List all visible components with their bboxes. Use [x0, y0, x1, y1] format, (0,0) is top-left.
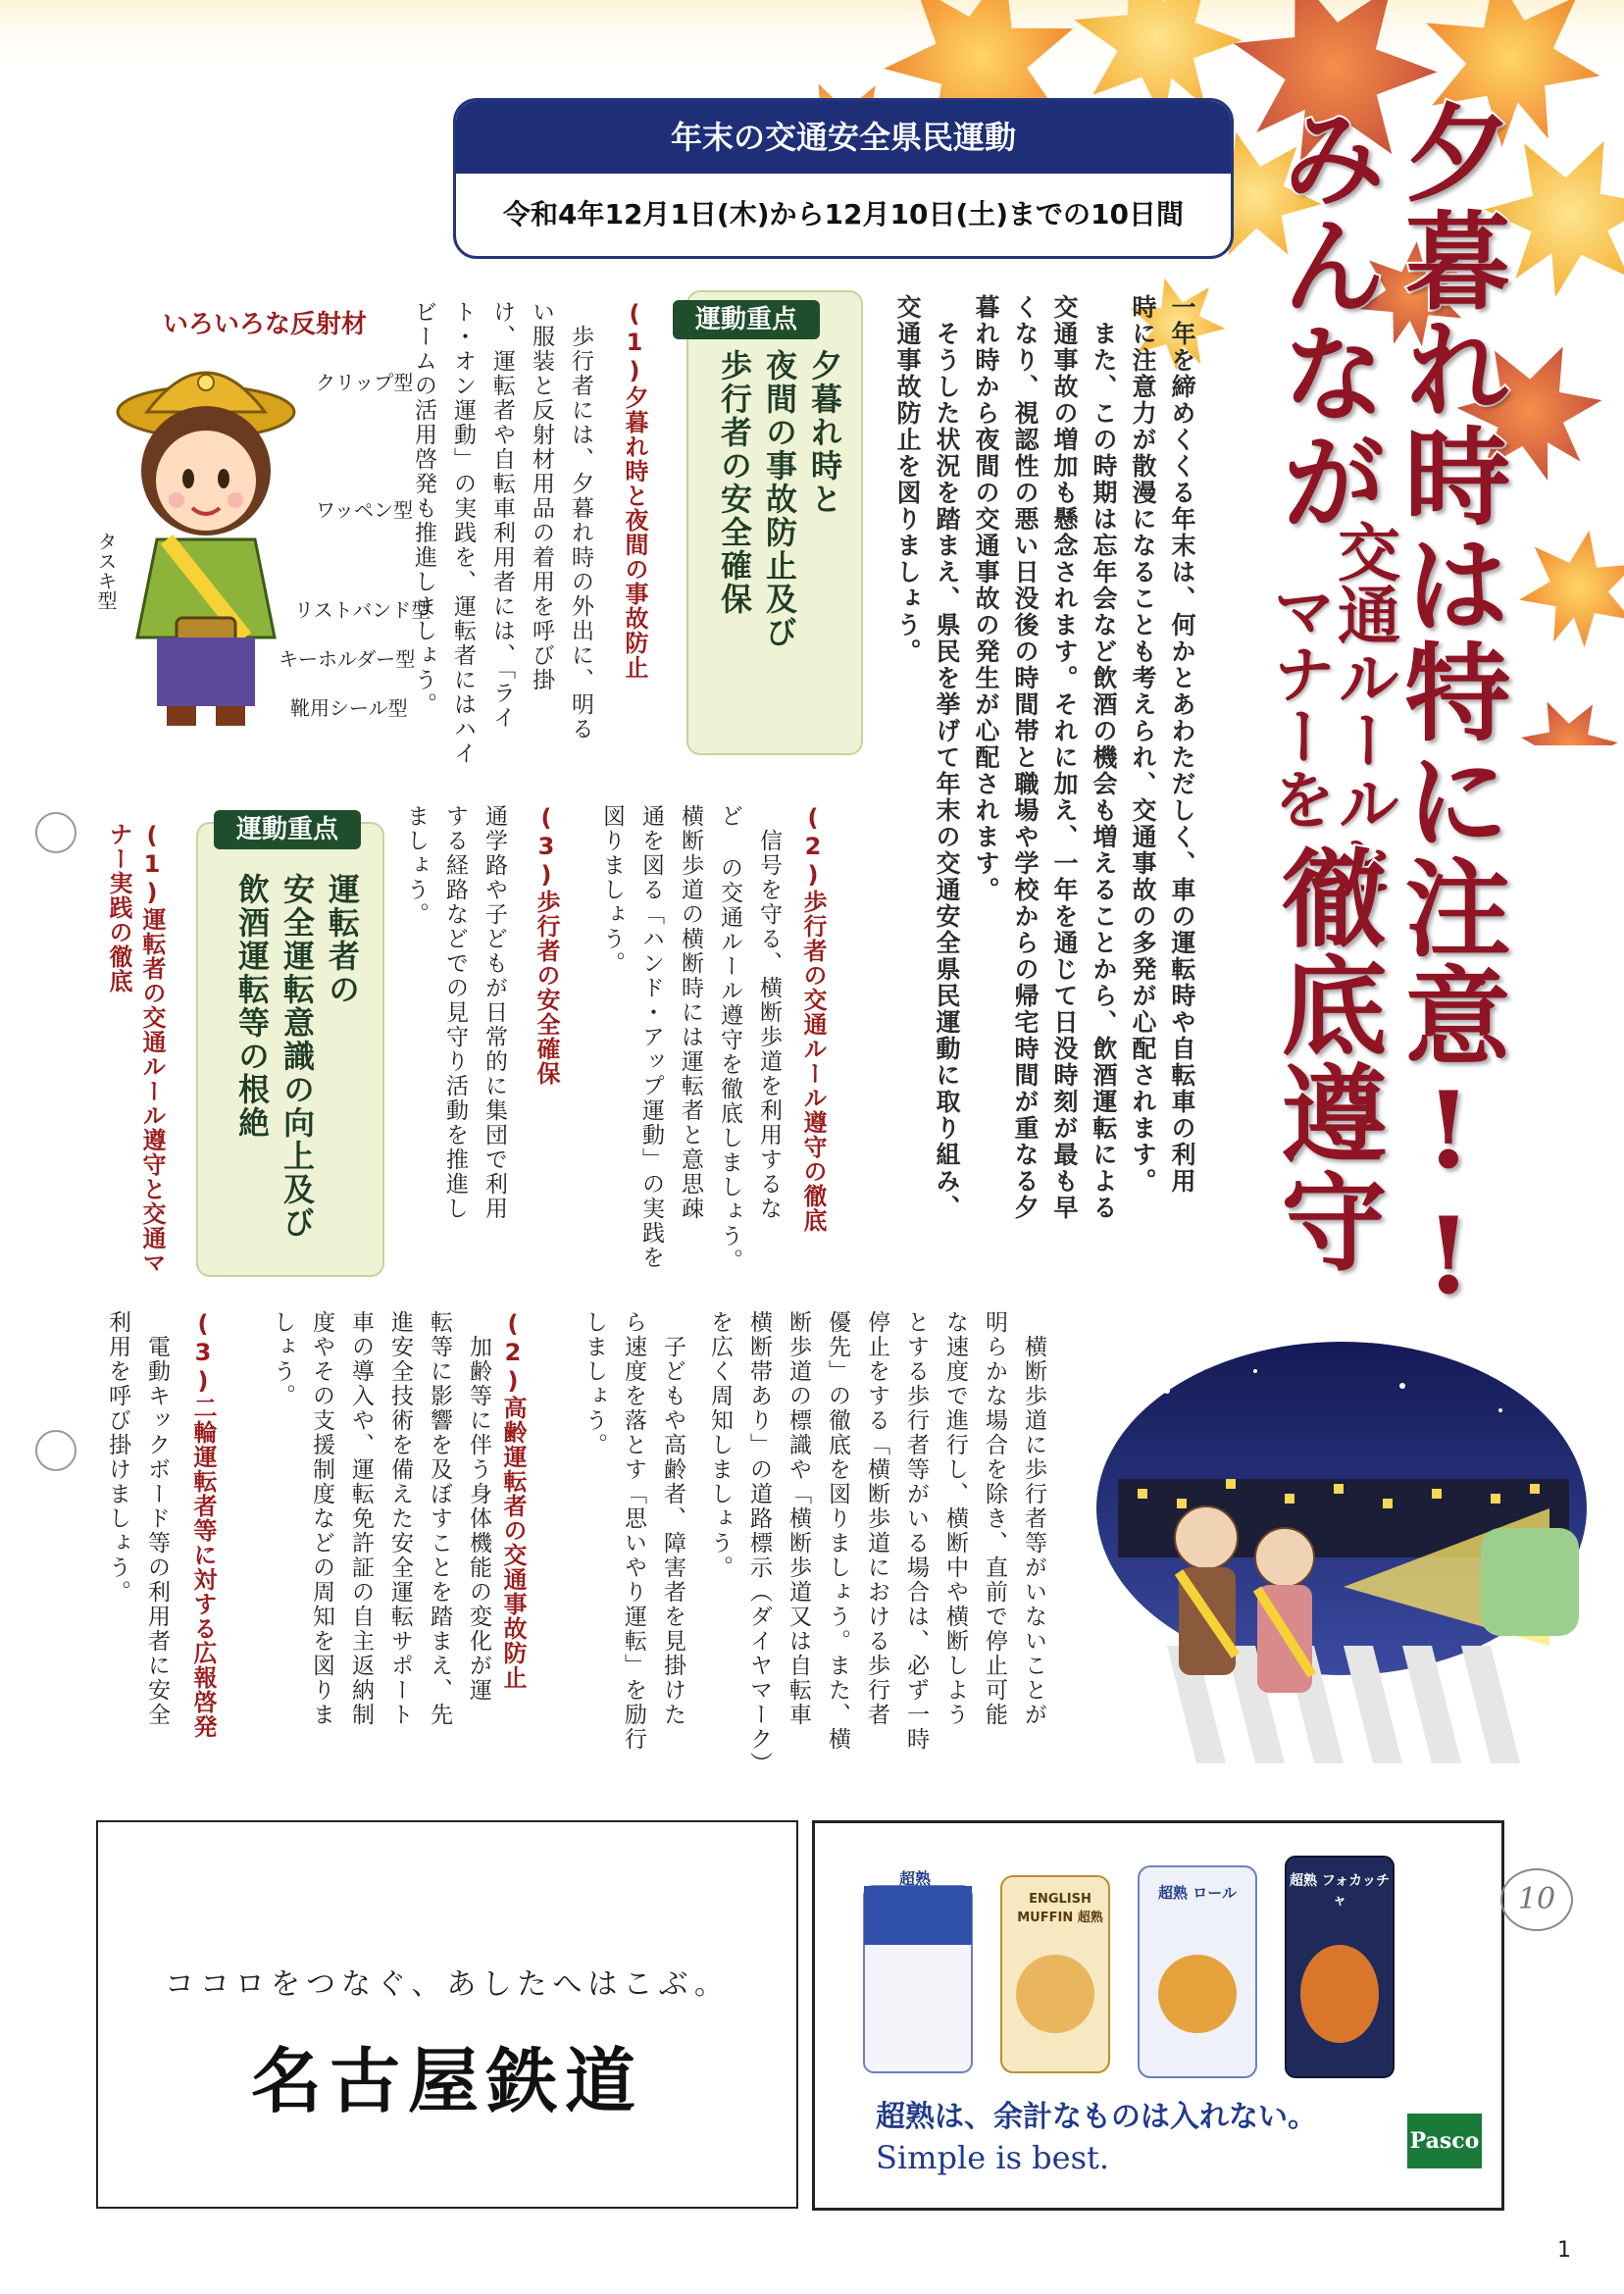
headline-sub-a: 交通ルールと	[1327, 520, 1400, 896]
punch-hole-bottom	[35, 1430, 76, 1471]
p1-section2-body: 信号を守る、横断歩道を利用するな ど の交通ルール遵守を徹底しましょう。 横断歩道の横断時には運転者と意思疎 通を図る「ハンド・アップ運動」の実践を 図りましょう。	[599, 804, 782, 1273]
priority2-text: 運転者の 安全運転意識の向上及び 飲酒運転等の根絶	[233, 873, 361, 1240]
p2-section3-body: 加齢等に伴う身体機能の変化が運 転等に影響を及ぼすことを踏まえ、先 進安全技術を備えた安全運転サポート 車の導入や、運転免許証の自主返納制 度やその支援制度などの周知を図りま しょう。	[270, 1310, 491, 1727]
pasco-logo: Pasco	[1407, 2114, 1482, 2168]
night-crosswalk-illustration	[1089, 1332, 1595, 1773]
handwritten-mark: 10	[1500, 1868, 1573, 1931]
headline-line2-start: みんなが	[1263, 103, 1387, 535]
pasco-tagline: 超熟は、余計なものは入れない。	[876, 2100, 1317, 2134]
reflector-type-shoe-sticker: 靴用シール型	[290, 696, 408, 720]
p1-section2-heading: (2)歩行者の交通ルール遵守の徹底	[799, 804, 827, 1233]
event-banner	[453, 98, 1234, 259]
product-3-label: 超熟 ロール	[1158, 1884, 1237, 1902]
reflector-type-keyholder: キーホルダー型	[279, 647, 416, 671]
priority1-text: 夕暮れ時と 夜間の事故防止及び 歩行者の安全確保	[716, 349, 843, 649]
event-period: 令和4年12月1日(木)から12月10日(土)までの10日間	[502, 198, 1184, 230]
priority2-box	[196, 815, 384, 1277]
p2-section4-heading: (3)二輪運転者等に対する広報啓発	[189, 1310, 217, 1739]
priority1-tag: 運動重点	[673, 300, 820, 339]
p1-section1-body: 歩行者には、夕暮れ時の外出に、明る い服装と反射材用品の着用を呼び掛 け、運転者や自転車利用者には、「ライ ト・オン運動」の実践を、運転者にはハイ ビームの活用啓発も推進しましょう。	[411, 300, 593, 766]
reflector-type-sash: タスキ型	[94, 532, 118, 610]
p1-section4-body: 横断歩道に歩行者等がいないことが 明らかな場合を除き、直前で停止可能 な速度で進行し、横断中や横断しよう とする歩行者等がいる場合は、必ず一時 停止をする「横断歩道における歩行者 優先」の徹底を図りましょう。また、横 断歩道の標識や「横断歩道又は自転車 横断帯あり」の道路標示（ダイヤマーク） を広く周知しましょう。	[707, 1310, 1046, 1776]
intro-paragraph: 一年を締めくくる年末は、何かとあわただしく、車の運転時や自転車の利用 時に注意力が散漫になることも考えられ、交通事故の多発が心配されます。 また、この時期は忘年会など飲酒の機会も増えることから、飲酒運転による 交通事故の増加も懸念されます。それに加え、一年を通じて日没時刻が最も早 くなり、視認性の悪い日没後の時間帯と職場や学校からの帰宅時間が重なる夕 暮れ時から夜間の交通事故の発生が心配されます。 そうした状況を踏まえ、県民を挙げて年末の交通安全県民運動に取り組み、 交通事故防止を図りましょう。	[893, 294, 1196, 1221]
punch-hole-top	[35, 812, 76, 853]
p1-section1-heading: (1)夕暮れ時と夜間の事故防止	[621, 300, 648, 680]
meitetsu-advertisement	[96, 1820, 798, 2209]
product-2-label: ENGLISH MUFFIN 超熟	[1017, 1892, 1103, 1925]
p1-section3-body: 通学路や子どもが日常的に集団で利用 する経路などでの見守り活動を推進し ましょう。	[403, 804, 507, 1221]
reflector-type-patch: ワッペン型	[316, 498, 413, 522]
pasco-advertisement	[812, 1820, 1504, 2211]
meitetsu-tagline: ココロをつなぐ、あしたへはこぶ。	[165, 1967, 730, 2002]
p1-section3-heading: (3)歩行者の安全確保	[533, 804, 560, 1086]
reflector-title: いろいろな反射材	[163, 310, 368, 339]
headline-line1: 夕暮れ時は特に注意!!	[1387, 98, 1510, 1320]
headline-sub-b: マナーを	[1262, 579, 1336, 830]
p2-section4-body: 電動キックボード等の利用者に安全 利用を呼び掛けましょう。	[105, 1310, 170, 1727]
p2-section1-heading: (1)運転者の交通ルール遵守と交通マ ナー実践の徹底	[105, 822, 166, 1275]
reflector-type-clip: クリップ型	[316, 371, 414, 394]
headline-line3: 徹底遵守	[1263, 843, 1387, 1275]
p2-section3-heading: (2)高齢運転者の交通事故防止	[499, 1310, 527, 1690]
child-with-reflectors-illustration	[98, 343, 333, 736]
product-1-label: 超熟	[898, 1869, 931, 1888]
priority1-box	[686, 290, 863, 755]
product-4-label: 超熟 フォカッチャ	[1289, 1873, 1391, 1909]
reflector-type-wristband: リストバンド型	[294, 598, 431, 622]
event-title: 年末の交通安全県民運動	[456, 101, 1231, 174]
reflector-illustration	[94, 304, 431, 736]
priority2-tag: 運動重点	[214, 810, 361, 849]
pasco-slogan: Simple is best.	[876, 2139, 1110, 2176]
meitetsu-company-name: 名古屋鉄道	[250, 2039, 643, 2122]
page-number: 1	[1557, 2238, 1571, 2263]
p2-section2-body: 子どもや高齢者、障害者を見掛けた ら速度を落とす「思いやり運転」を励行 しましょう。	[582, 1310, 685, 1752]
